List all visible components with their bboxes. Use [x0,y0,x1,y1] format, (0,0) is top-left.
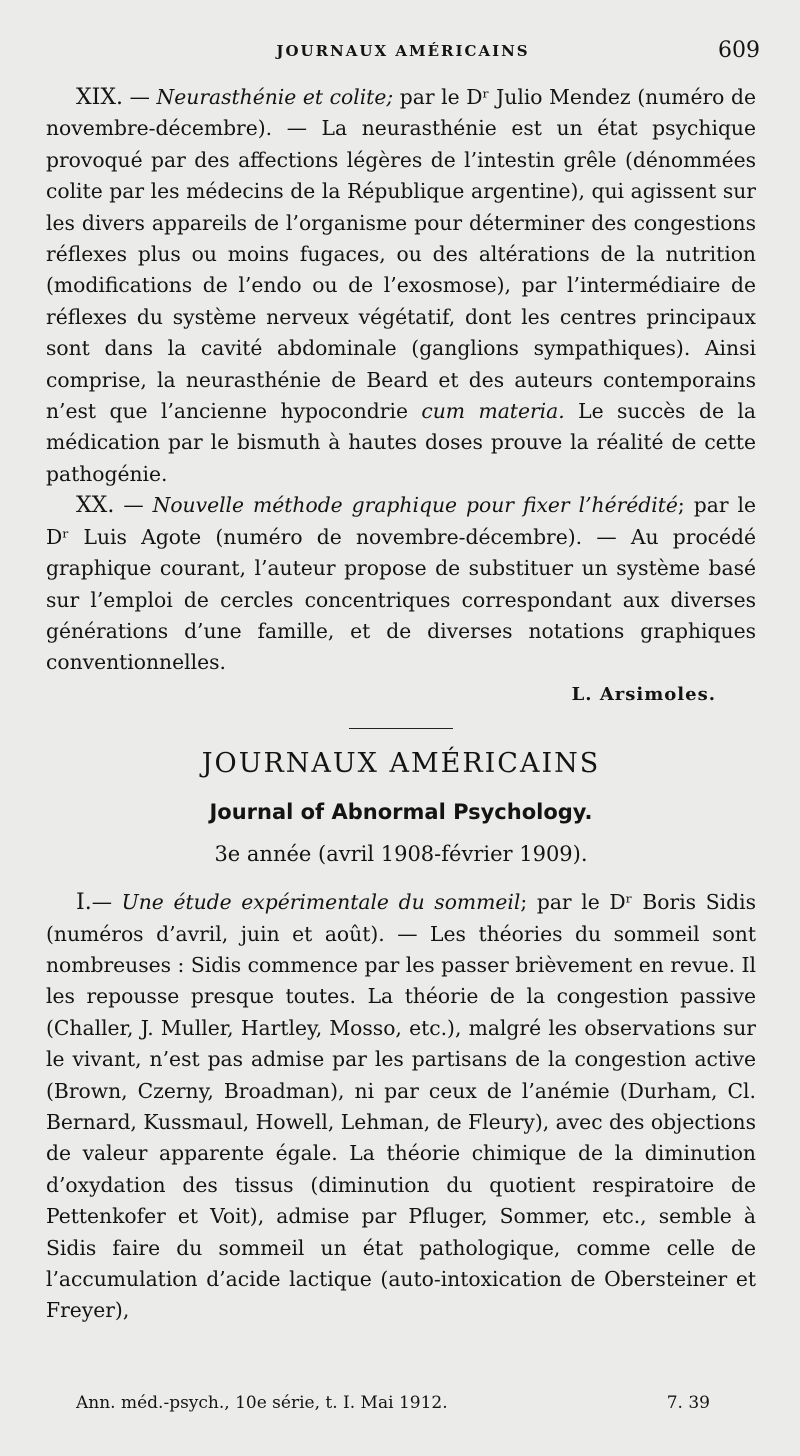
item-number: XX. [76,493,115,519]
article-body [46,82,756,1327]
item-text: ; par le Dʳ Boris Sidis (numéros d’avril, juin et août). — Les théories du sommeil sont nombreuses : Sidis commence par les passer brièvement en revue. Il les repousse presque toutes. La théorie de la congestion passive (Challer, J. Muller, Hartley, Mosso, etc.), malgré les observations sur le vivant, n’est pas admise par les partisans de la congestion active (Brown, Czerny, Broadman), ni par ceux de l’anémie (Durham, Cl. Bernard, Kussmaul, Howell, Lehman, de Fleury), avec des objections de valeur apparente égale. La théorie chimique de la diminution d’oxydation des tissus (diminution du quotient respiratoire de Pettenkofer et Voit), admise par Pfluger, Sommer, etc., semble à Sidis faire du sommeil un état pathologique, comme celle de l’accumulation d’acide lactique (auto-intoxication de Obersteiner et Freyer), [46,890,757,1323]
item-number: I. [76,890,92,916]
review-item-i [46,887,756,1327]
review-item-xx: XX. — Nouvelle méthode graphique pour fixer l’hérédité; par le Dʳ Luis Agote (numéro de novembre-décembre). — Au procédé graphique courant, l’auteur propose de substituer un système basé sur l’emploi de cercles concentriques correspondant aux diverses générations d’une famille, et de diverses notations graphiques conventionnelles. [46,493,756,675]
footer-signature-mark: 7. 39 [666,1393,710,1413]
item-text: ; par le Dʳ Luis Agote (numéro de novembre-décembre). — Au procédé graphique courant, l’auteur propose de substituer un système basé sur l’emploi de cercles concentriques correspondant aux diverses générations d’une famille, et de diverses notations graphiques conventionnelles. [46,493,756,675]
section-title: JOURNAUX AMÉRICAINS [201,748,601,780]
review-item-xix: XIX. — Neurasthénie et colite; par le Dʳ Julio Mendez (numéro de novembre-décembre). — La neurasthénie est un état psychique provoqué par des affections légères de l’intestin grêle (dénommées colite par les médecins de la République argentine), qui agissent sur les divers appareils de l’organisme pour déterminer des congestions réflexes plus ou moins fugaces, ou des altérations de la nutrition (modifications de l’endo ou de l’exosmose), par l’intermédiaire de réflexes du système nerveux végétatif, dont les centres principaux sont dans la cavité abdominale (ganglions sympathiques). Ainsi comprise, la neurasthénie de Beard et des auteurs contemporains n’est que l’ancienne hypocondrie cum materia. Le succès de la médication par le bismuth à hautes doses prouve la réalité de cette pathogénie. [46,85,757,486]
journal-title: Journal of Abnormal Psychology. [209,800,593,825]
item-text-end: Le succès de la médication par le bismuth à hautes doses prouve la réalité de cette pathogénie. [46,399,757,486]
page-number: 609 [718,38,760,63]
item-number: XIX. [76,85,124,110]
item-title: — Une étude expérimentale du sommeil [91,890,521,915]
item-title: Neurasthénie et colite; [156,85,394,109]
item-text: par le Dʳ Julio Mendez (numéro de novembre-décembre). — La neurasthénie est un état psychique provoqué par des affections légères de l’intestin grêle (dénommées colite par les médecins de la République argentine), qui agissent sur les divers appareils de l’organisme pour déterminer des congestions réflexes plus ou moins fugaces, ou des altérations de la nutrition (modifications de l’endo ou de l’exosmose), par l’intermédiaire de réflexes du système nerveux végétatif, dont les centres principaux sont dans la cavité abdominale (ganglions sympathiques). Ainsi comprise, la neurasthénie de Beard et des auteurs contemporains n’est que l’ancienne hypocondrie [46,85,756,424]
running-head [46,38,760,68]
volume-line: 3e année (avril 1908-février 1909). [214,842,588,867]
section-divider [349,728,453,729]
item-title: Nouvelle méthode graphique pour fixer l’hérédité [152,493,678,518]
author-signature: L. Arsimoles. [571,683,716,705]
item-italic-phrase: cum materia. [421,399,565,424]
running-title: JOURNAUX AMÉRICAINS [276,42,530,60]
footer-citation: Ann. méd.-psych., 10e série, t. I. Mai 1912. [76,1393,448,1413]
